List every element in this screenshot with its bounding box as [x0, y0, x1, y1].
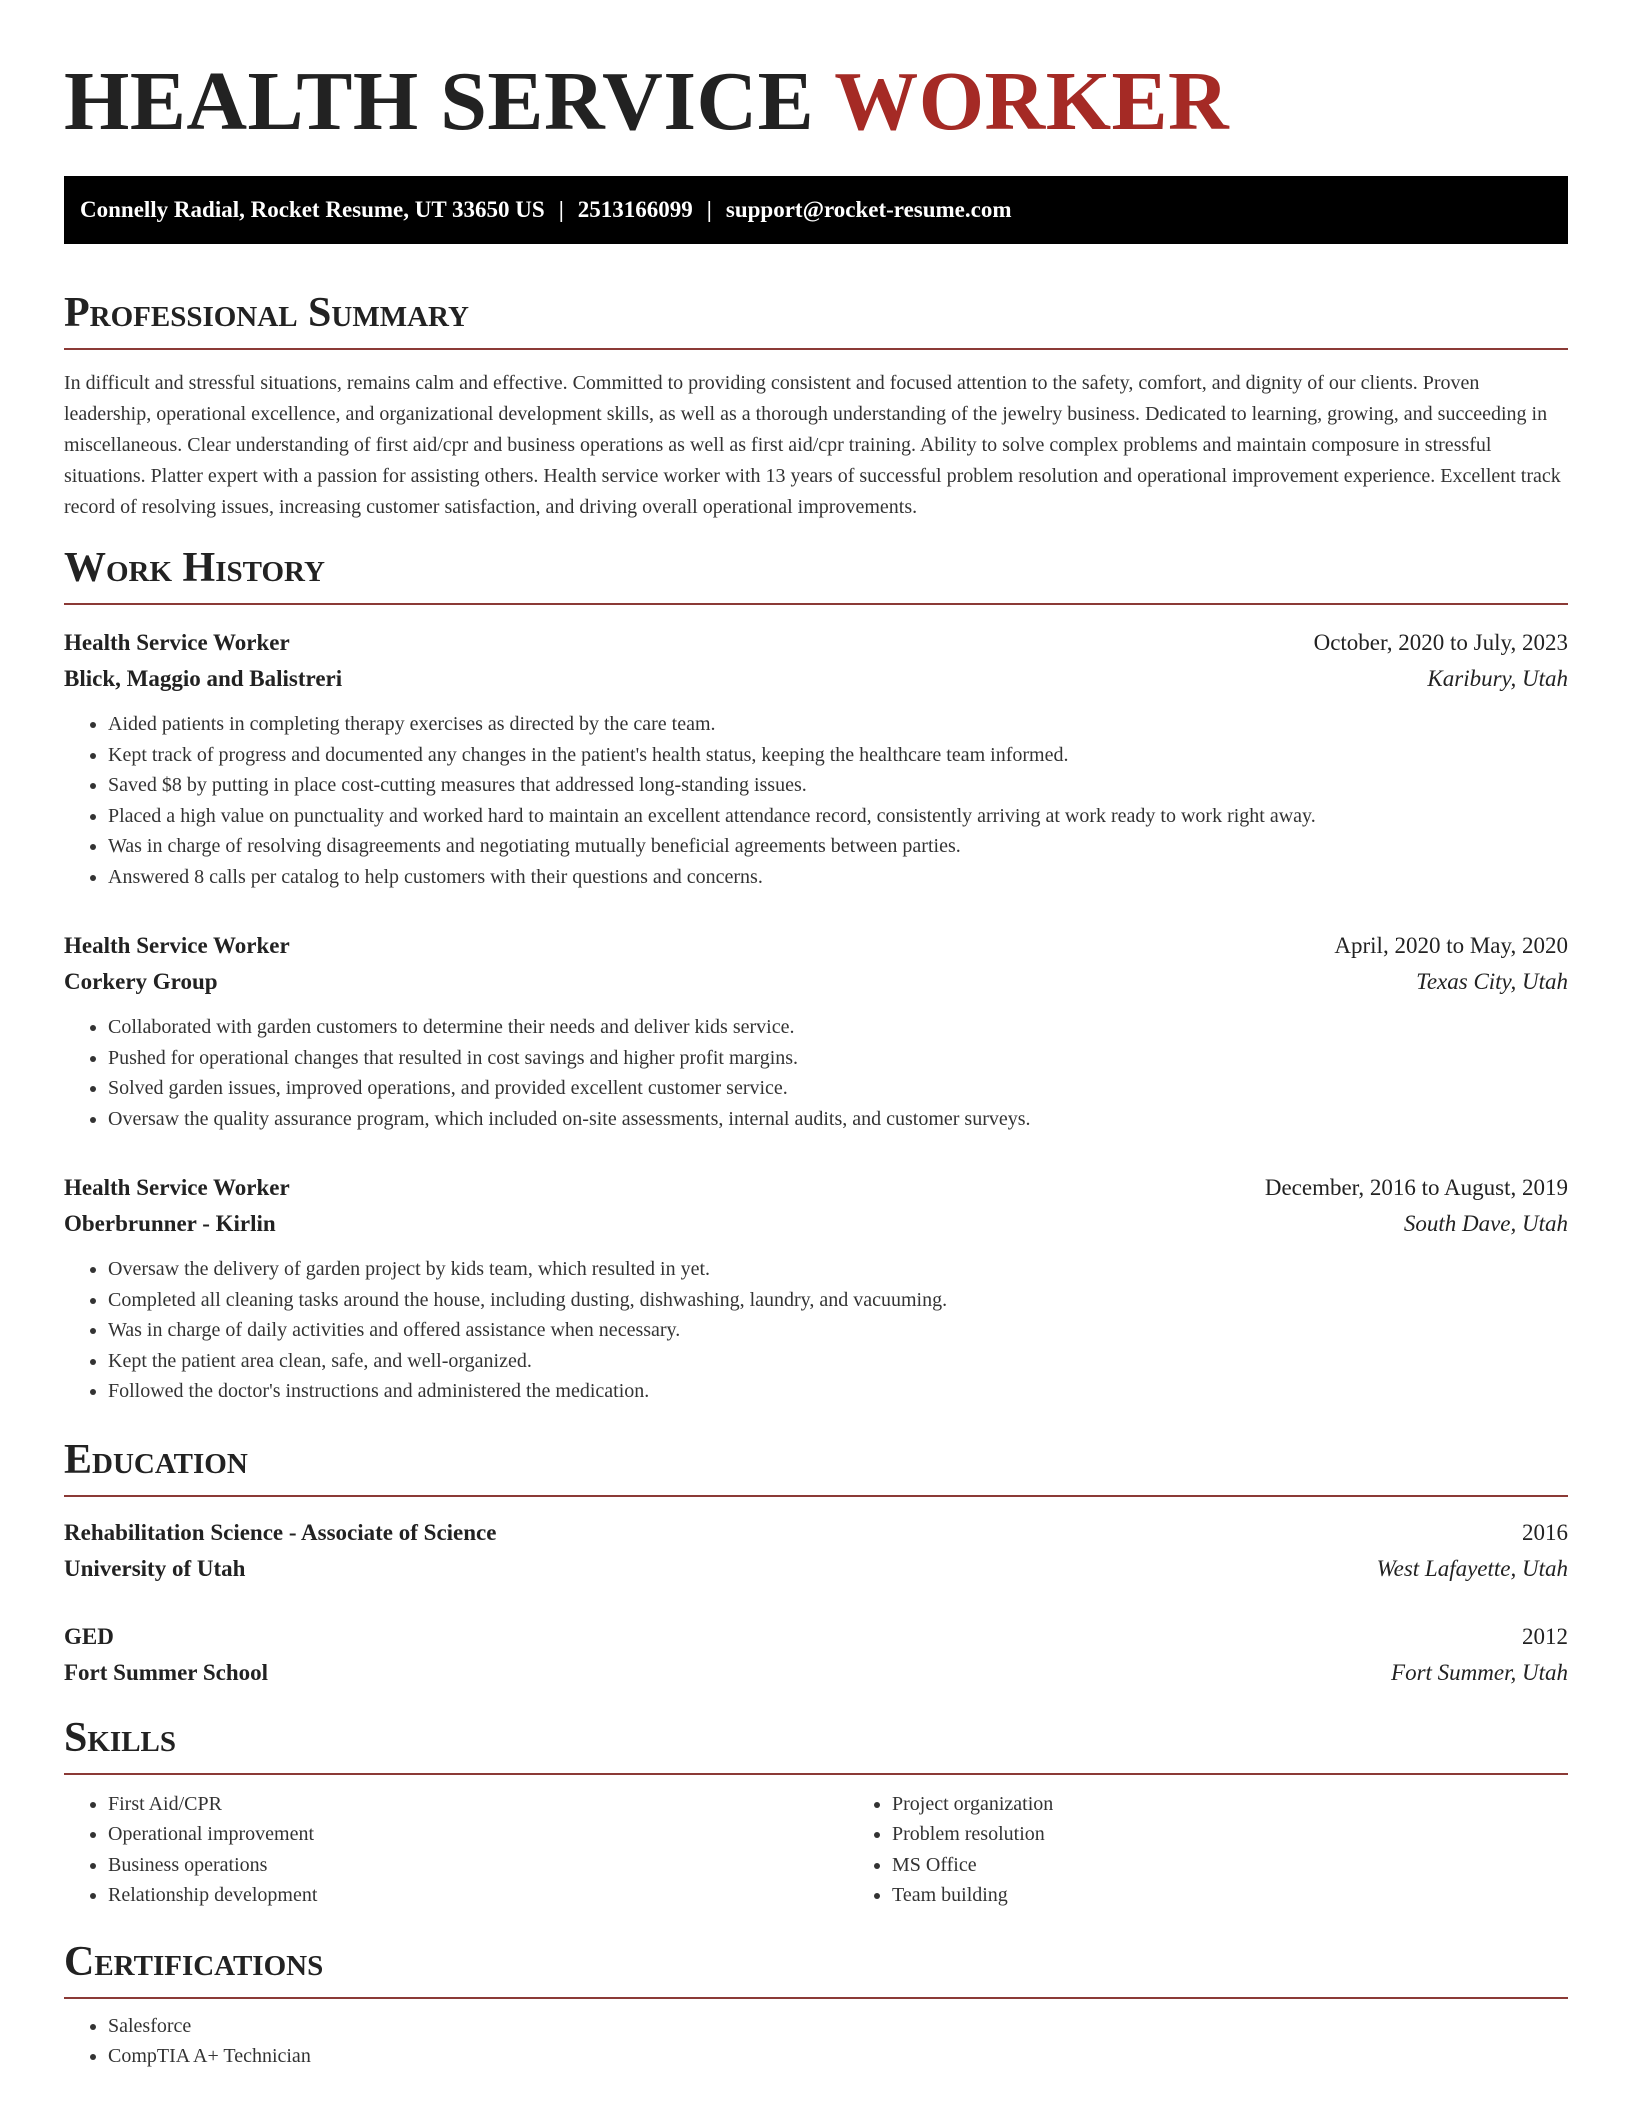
education-school: University of Utah [64, 1555, 246, 1581]
job-company: Oberbrunner - Kirlin [64, 1211, 276, 1236]
list-item: • Business operations [108, 1850, 848, 1881]
title-main: HEALTH SERVICE [64, 55, 815, 148]
list-item: • Followed the doctor's instructions and administered the medication. [108, 1376, 1568, 1407]
section-heading: Certifications [64, 1938, 324, 1985]
job-bullets [64, 1254, 1568, 1407]
list-item: • First Aid/CPR [108, 1789, 848, 1820]
skills-grid [64, 1789, 1568, 1911]
resume-page [64, 52, 1568, 2072]
summary-text: In difficult and stressful situations, remains calm and effective. Committed to providing consistent and focused attention to the safety, comfort, and dignity of our clients. Proven leadership, operational excellence, and organizational development skills, as well as a thorough understanding of the jewelry business. Dedicated to learning, growing, and succeeding in miscellaneous. Clear understanding of first aid/cpr and business operations as well as first aid/cpr training. Ability to solve complex problems and maintain composure in stressful situations. Platter expert with a passion for assisting others. Health service worker with 13 years of successful problem resolution and operational improvement experience. Excellent track record of resolving issues, increasing customer satisfaction, and driving overall operational improvements. [64, 372, 1561, 518]
contact-separator: | [706, 197, 712, 222]
job-bullets [64, 1012, 1568, 1134]
list-item: • Kept track of progress and documented any changes in the patient's health status, keeping the healthcare team informed. [108, 740, 1568, 771]
list-item: • Answered 8 calls per catalog to help customers with their questions and concerns. [108, 862, 1568, 893]
list-item: • Aided patients in completing therapy exercises as directed by the care team. [108, 709, 1568, 740]
section-divider [64, 1495, 1568, 1497]
job-title: Health Service Worker [64, 630, 290, 655]
job-entry [64, 928, 1568, 1134]
contact-email: support@rocket-resume.com [725, 197, 1012, 222]
list-item: • Project organization [892, 1789, 1632, 1820]
contact-address: Connelly Radial, Rocket Resume, UT 33650 US [80, 197, 545, 222]
contact-bar [64, 176, 1568, 244]
job-location: Texas City, Utah [1416, 969, 1568, 994]
education-location: West Lafayette, Utah [1376, 1555, 1568, 1581]
education-year: 2012 [1522, 1623, 1568, 1649]
job-dates: October, 2020 to July, 2023 [1313, 630, 1568, 655]
contact-separator: | [558, 197, 564, 222]
contact-phone: 2513166099 [577, 197, 693, 222]
skills-list-left [64, 1789, 848, 1911]
list-item: • MS Office [892, 1850, 1632, 1881]
skills-section [64, 1713, 1568, 1911]
job-dates: December, 2016 to August, 2019 [1264, 1175, 1568, 1200]
list-item: • Operational improvement [108, 1819, 848, 1850]
education-year: 2016 [1522, 1519, 1568, 1545]
section-heading: Education [64, 1436, 248, 1483]
education-entry [64, 1515, 1568, 1587]
list-item: • Salesforce [108, 2011, 1568, 2042]
list-item: • Was in charge of daily activities and offered assistance when necessary. [108, 1315, 1568, 1346]
resume-title [64, 52, 1568, 152]
skills-list-right [848, 1789, 1632, 1911]
list-item: • Kept the patient area clean, safe, and well-organized. [108, 1346, 1568, 1377]
list-item: • Oversaw the delivery of garden project by kids team, which resulted in yet. [108, 1254, 1568, 1285]
job-title: Health Service Worker [64, 1175, 290, 1200]
section-divider [64, 603, 1568, 605]
education-degree: Rehabilitation Science - Associate of Science [64, 1519, 497, 1545]
list-item: • Placed a high value on punctuality and worked hard to maintain an excellent attendance record, consistently arriving at work ready to work right away. [108, 801, 1568, 832]
list-item: • CompTIA A+ Technician [108, 2041, 1568, 2072]
list-item: • Was in charge of resolving disagreements and negotiating mutually beneficial agreements between parties. [108, 831, 1568, 862]
list-item: • Problem resolution [892, 1819, 1632, 1850]
section-divider [64, 1997, 1568, 1999]
job-dates: April, 2020 to May, 2020 [1334, 933, 1568, 958]
list-item: • Solved garden issues, improved operations, and provided excellent customer service. [108, 1073, 1568, 1104]
education-entry [64, 1619, 1568, 1691]
list-item: • Team building [892, 1880, 1632, 1911]
education-degree: GED [64, 1623, 114, 1649]
list-item: • Relationship development [108, 1880, 848, 1911]
education-location: Fort Summer, Utah [1391, 1659, 1568, 1685]
list-item: • Saved $8 by putting in place cost-cutting measures that addressed long-standing issues. [108, 770, 1568, 801]
education-section [64, 1435, 1568, 1691]
section-heading: Work History [64, 545, 325, 591]
job-entry [64, 625, 1568, 892]
work-history-section [64, 543, 1568, 1407]
job-company: Blick, Maggio and Balistreri [64, 666, 343, 691]
list-item: • Oversaw the quality assurance program, which included on-site assessments, internal audits, and customer surveys. [108, 1104, 1568, 1135]
title-accent: WORKER [834, 55, 1230, 148]
certifications-list [64, 2011, 1568, 2072]
education-school: Fort Summer School [64, 1659, 269, 1685]
section-heading: Skills [64, 1714, 177, 1761]
certifications-section [64, 1937, 1568, 2072]
job-bullets [64, 709, 1568, 892]
job-entry [64, 1170, 1568, 1407]
job-company: Corkery Group [64, 969, 218, 994]
section-divider [64, 348, 1568, 350]
job-location: Karibury, Utah [1427, 666, 1568, 691]
section-divider [64, 1773, 1568, 1775]
list-item: • Collaborated with garden customers to determine their needs and deliver kids service. [108, 1012, 1568, 1043]
section-heading: Professional Summary [64, 290, 469, 336]
list-item: • Pushed for operational changes that resulted in cost savings and higher profit margins. [108, 1043, 1568, 1074]
job-location: South Dave, Utah [1403, 1211, 1568, 1236]
list-item: • Completed all cleaning tasks around the house, including dusting, dishwashing, laundry, and vacuuming. [108, 1285, 1568, 1316]
summary-section [64, 288, 1568, 523]
job-title: Health Service Worker [64, 933, 290, 958]
